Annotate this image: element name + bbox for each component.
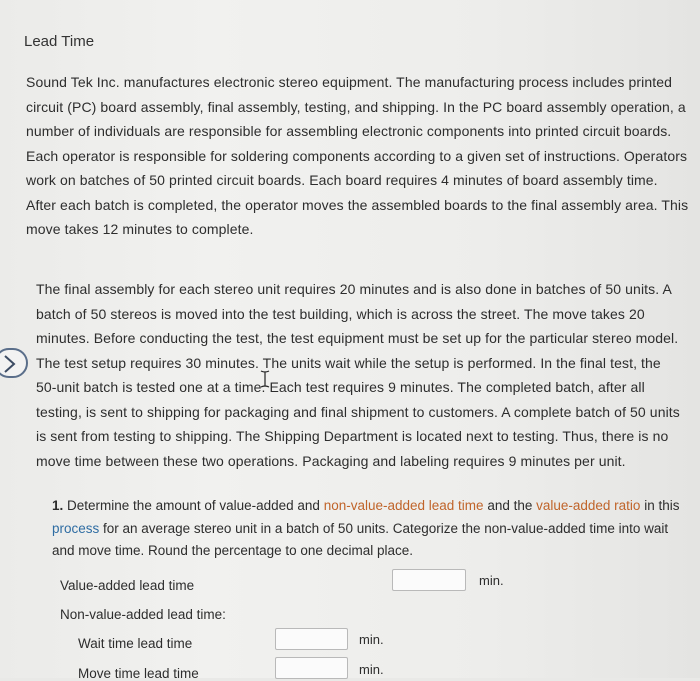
problem-paragraph-2: The final assembly for each stereo unit requires 20 minutes and is also done in batches of 50 units. A batch of 50 stereos is moved into the test building, which is across the street. The move takes 20 minutes. Before conducting the test, the test equipment must be set up for the particular stereo model. The test setup requires 30 minutes. The units wait while the setup is performed. In the final test, the 50-unit batch is tested one at a time. Each test requires 9 minutes. The completed batch, after all testing, is sent to shipping for packaging and final shipment to customers. A complete batch of 50 units is sent from testing to shipping. The Shipping Department is located next to testing. Thus, there is no move time between these two operations. Packaging and labeling requires 9 minutes per unit. — [36, 281, 680, 469]
question-text-part1: Determine the amount of value-added and — [67, 498, 324, 513]
move-time-unit: min. — [359, 662, 384, 677]
value-added-unit: min. — [479, 573, 504, 588]
expand-panel-tab[interactable] — [0, 348, 28, 378]
text-cursor-icon — [260, 370, 270, 388]
non-value-added-label: Non-value-added lead time: — [60, 607, 226, 622]
wait-time-label: Wait time lead time — [78, 636, 193, 651]
wait-time-input[interactable] — [275, 628, 348, 650]
term-value-added-ratio[interactable]: value-added ratio — [536, 498, 641, 513]
term-process[interactable]: process — [52, 520, 100, 536]
value-added-input[interactable] — [392, 569, 466, 591]
question-text-part2: and the — [483, 498, 537, 513]
wait-time-unit: min. — [359, 632, 384, 647]
problem-paragraph-1: Sound Tek Inc. manufactures electronic stereo equipment. The manufacturing process includes printed circuit (PC) board assembly, final assembly, testing, and shipping. In the PC board assembly operation, a number of individuals are responsible for assembling electronic components into printed circuit boards. Each operator is responsible for soldering components according to a given set of instructions. Operators work on batches of 50 printed circuit boards. Each board requires 4 minutes of board assembly time. After each batch is completed, the operator moves the assembled boards to the final assembly area. This move takes 12 minutes to complete. — [26, 74, 689, 237]
move-time-label: Move time lead time — [78, 666, 199, 681]
chevron-right-icon — [2, 354, 18, 374]
question-1 — [52, 495, 682, 563]
question-number: 1. — [52, 498, 64, 513]
question-text-part3: in this — [640, 498, 680, 513]
move-time-input[interactable] — [275, 657, 348, 679]
term-non-value-added-lead-time[interactable]: non-value-added lead time — [323, 498, 484, 513]
question-text-part4: for an average stereo unit in a batch of 50 units. Categorize the non-value-added time into wait and move time. Round the percentage to one decimal place. — [52, 520, 669, 558]
page-title: Lead Time — [24, 33, 95, 50]
value-added-label: Value-added lead time — [60, 578, 195, 593]
